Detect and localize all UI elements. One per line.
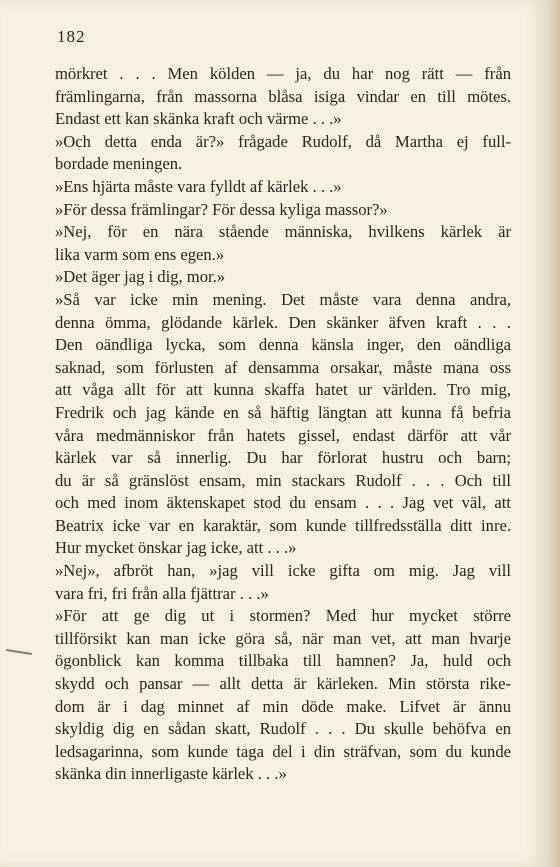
text-line: saknad, som förlusten af densamma orsakar, måste mana oss <box>55 357 511 377</box>
text-line: skänka din innerligaste kärlek . . .» <box>55 764 287 784</box>
text-line: tillförsikt kan man icke göra så, när man vet, att man hvarje <box>55 628 511 648</box>
text-line: Hur mycket önskar jag icke, att . . .» <box>55 538 297 558</box>
text-line: »För dessa främlingar? För dessa kyliga massor?» <box>55 199 388 219</box>
text-line: »Nej, för en nära stående människa, hvilkens kärlek är <box>55 222 511 242</box>
text-line: att våga allt för att kunna skaffa hatet ur världen. Tro mig, <box>55 380 511 400</box>
text-line: »För att ge dig ut i stormen? Med hur mycket större <box>55 606 511 626</box>
text-line: vara fri, fri från alla fjättrar . . .» <box>55 583 269 603</box>
text-line: lika varm som ens egen.» <box>55 244 225 264</box>
text-line: mörkret . . . Men kölden — ja, du har nog rätt — från <box>55 64 511 83</box>
text-line: Beatrix icke var en karaktär, som kunde tillfredsställa ditt inre. <box>55 515 511 535</box>
text-line: skyldig dig en sådan skatt, Rudolf . . . Du skulle behöfva en <box>55 719 511 739</box>
margin-pencil-mark <box>6 649 32 655</box>
page-gutter-edge <box>546 0 560 867</box>
page-number: 182 <box>57 27 86 46</box>
text-line: främlingarna, från massorna blåsa isiga vindar en till mötes. <box>55 86 511 106</box>
text-line: dom är i dag minnet af min döde make. Lifvet är ännu <box>55 696 511 716</box>
text-line: denna ömma, glödande kärlek. Den skänker äfven kraft . . . <box>55 312 511 332</box>
text-line: och med inom äktenskapet stod du ensam . . . Jag vet väl, att <box>55 493 511 513</box>
text-line: skydd och pansar — allt detta är kärleken. Min största rike- <box>55 674 511 694</box>
text-line: du är så gränslöst ensam, min stackars Rudolf . . . Och till <box>55 470 511 490</box>
body-text <box>55 63 511 786</box>
text-line: Den oändliga lycka, som denna känsla inger, den oändliga <box>55 335 511 355</box>
text-line: ögonblick kan komma tillbaka till hamnen? Ja, huld och <box>55 651 511 671</box>
text-line: »Det äger jag i dig, mor.» <box>55 267 226 287</box>
text-line: »Och detta enda är?» frågade Rudolf, då Martha ej full- <box>55 131 511 151</box>
text-line: våra medmänniskor från hatets gissel, endast därför att vår <box>55 425 511 445</box>
text-line: ledsagarinna, som kunde taga del i din sträfvan, som du kunde <box>55 741 511 761</box>
text-line: »Ens hjärta måste vara fylldt af kärlek . . .» <box>55 176 342 196</box>
text-line: »Så var icke min mening. Det måste vara denna andra, <box>55 289 511 309</box>
text-line: »Nej», afbröt han, »jag vill icke gifta om mig. Jag vill <box>55 561 511 581</box>
text-line: bordade meningen. <box>55 154 183 174</box>
text-line: Endast ett kan skänka kraft och värme . . .» <box>55 109 342 129</box>
text-line: Fredrik och jag kände en så häftig längtan att kunna få befria <box>55 402 511 422</box>
text-line: kärlek var så innerlig. Du har förlorat hustru och barn; <box>55 448 511 468</box>
